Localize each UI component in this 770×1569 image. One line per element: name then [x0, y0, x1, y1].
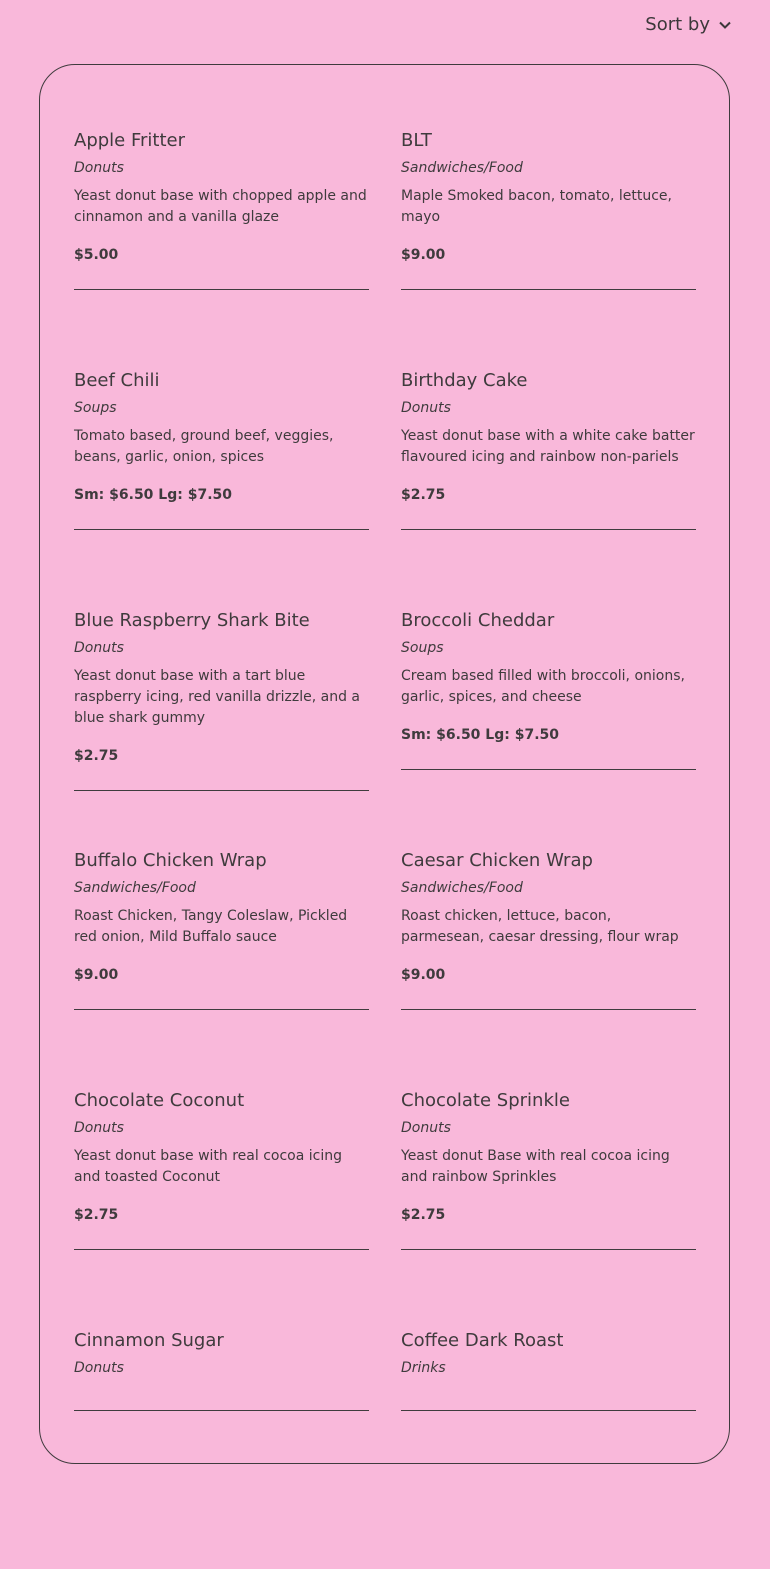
item-price: $2.75: [74, 748, 119, 764]
sort-by-label: Sort by: [645, 14, 710, 35]
item-description: Maple Smoked bacon, tomato, lettuce, mayo: [401, 188, 672, 225]
menu-item-content: [401, 849, 696, 1010]
item-description: Tomato based, ground beef, veggies, beans, garlic, onion, spices: [74, 428, 334, 465]
menu-item-content: [401, 129, 696, 290]
item-title: Chocolate Coconut: [74, 1090, 245, 1111]
menu-item[interactable]: [401, 1089, 696, 1329]
menu-item-content: [74, 1329, 369, 1411]
menu-item[interactable]: [401, 129, 696, 369]
menu-item[interactable]: [74, 609, 369, 849]
item-title: Caesar Chicken Wrap: [401, 850, 593, 871]
menu-item-content: [74, 129, 369, 290]
menu-grid: [74, 129, 696, 1569]
item-price: $2.75: [74, 1207, 119, 1223]
item-description: Yeast donut base with a white cake batter flavoured icing and rainbow non-pariels: [401, 428, 695, 465]
item-category: Sandwiches/Food: [74, 880, 196, 896]
item-title: Blue Raspberry Shark Bite: [74, 610, 310, 631]
menu-item-content: [401, 609, 696, 770]
item-description: Yeast donut Base with real cocoa icing and rainbow Sprinkles: [401, 1148, 670, 1185]
menu-item[interactable]: [74, 1089, 369, 1329]
item-category: Donuts: [401, 1120, 451, 1136]
item-price: $5.00: [74, 247, 119, 263]
menu-item[interactable]: [401, 1329, 696, 1569]
item-price: $2.75: [401, 487, 446, 503]
menu-item[interactable]: [401, 369, 696, 609]
item-description: Cream based filled with broccoli, onions, garlic, spices, and cheese: [401, 668, 685, 705]
item-price: $9.00: [401, 967, 446, 983]
item-category: Donuts: [74, 640, 124, 656]
item-title: Beef Chili: [74, 370, 160, 391]
item-category: Sandwiches/Food: [401, 880, 523, 896]
item-title: Cinnamon Sugar: [74, 1330, 224, 1351]
menu-panel: [39, 64, 730, 1464]
item-title: Birthday Cake: [401, 370, 528, 391]
item-price: $9.00: [74, 967, 119, 983]
item-category: Donuts: [74, 1360, 124, 1376]
menu-item-content: [74, 369, 369, 530]
menu-item-content: [401, 1089, 696, 1250]
item-description: Roast chicken, lettuce, bacon, parmesean, caesar dressing, flour wrap: [401, 908, 679, 945]
item-title: Coffee Dark Roast: [401, 1330, 564, 1351]
item-description: Yeast donut base with a tart blue raspberry icing, red vanilla drizzle, and a blue shark gummy: [74, 668, 360, 726]
menu-item[interactable]: [74, 849, 369, 1089]
item-description: Roast Chicken, Tangy Coleslaw, Pickled red onion, Mild Buffalo sauce: [74, 908, 348, 945]
item-title: Chocolate Sprinkle: [401, 1090, 570, 1111]
menu-item[interactable]: [74, 129, 369, 369]
menu-item[interactable]: [401, 609, 696, 849]
menu-item-content: [401, 369, 696, 530]
item-price: Sm: $6.50 Lg: $7.50: [401, 727, 559, 743]
item-title: BLT: [401, 130, 432, 151]
item-description: Yeast donut base with chopped apple and cinnamon and a vanilla glaze: [74, 188, 367, 225]
menu-item-content: [401, 1329, 696, 1411]
menu-item[interactable]: [74, 1329, 369, 1569]
item-category: Drinks: [401, 1360, 446, 1376]
item-title: Broccoli Cheddar: [401, 610, 555, 631]
item-title: Buffalo Chicken Wrap: [74, 850, 267, 871]
item-category: Donuts: [74, 1120, 124, 1136]
item-price: Sm: $6.50 Lg: $7.50: [74, 487, 232, 503]
item-category: Donuts: [74, 160, 124, 176]
item-category: Sandwiches/Food: [401, 160, 523, 176]
menu-item-content: [74, 1089, 369, 1250]
menu-item-content: [74, 609, 369, 791]
chevron-down-icon: [718, 18, 732, 32]
menu-item-content: [74, 849, 369, 1010]
item-description: Yeast donut base with real cocoa icing and toasted Coconut: [74, 1148, 343, 1185]
item-category: Soups: [401, 640, 444, 656]
item-price: $2.75: [401, 1207, 446, 1223]
menu-item[interactable]: [74, 369, 369, 609]
menu-item[interactable]: [401, 849, 696, 1089]
sort-by-dropdown[interactable]: [645, 14, 732, 35]
item-title: Apple Fritter: [74, 130, 185, 151]
item-category: Soups: [74, 400, 117, 416]
item-category: Donuts: [401, 400, 451, 416]
item-price: $9.00: [401, 247, 446, 263]
